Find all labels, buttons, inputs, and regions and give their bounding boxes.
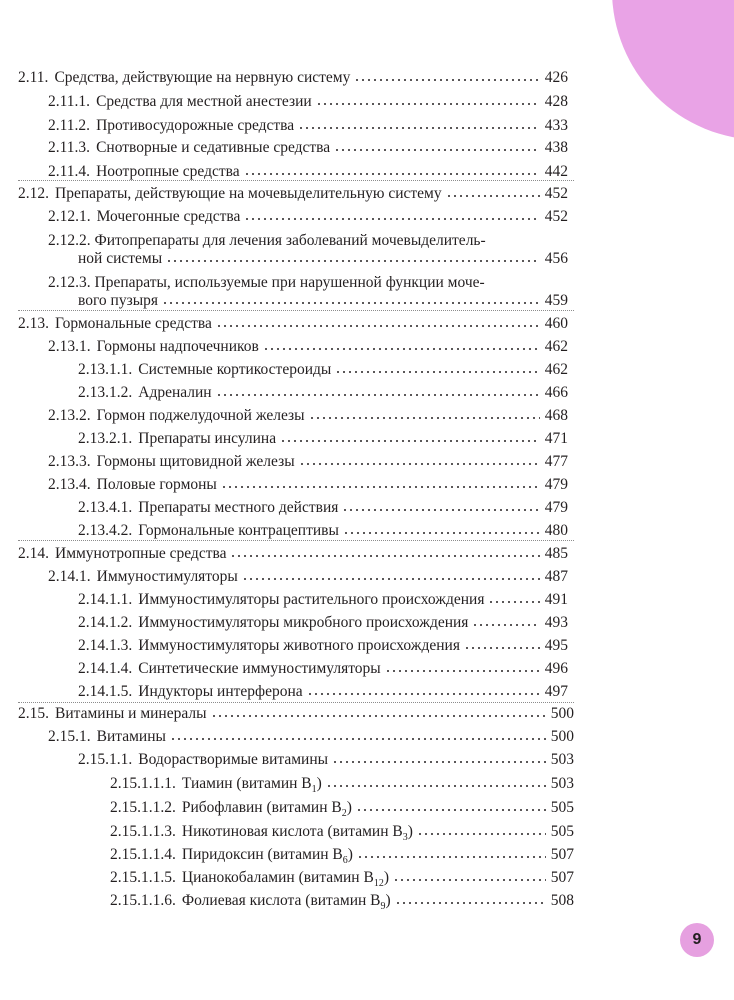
toc-page: 452 <box>544 208 568 225</box>
dot-leader <box>309 417 540 419</box>
toc-number: 2.13.4. <box>48 476 91 493</box>
toc-entry[interactable] <box>48 93 568 111</box>
toc-number: 2.14. <box>18 545 49 562</box>
toc-entry[interactable] <box>110 823 574 847</box>
toc-number: 2.14.1.1. <box>78 591 133 608</box>
dot-leader <box>244 218 539 220</box>
toc-number: 2.15.1.1.6. <box>110 892 176 909</box>
toc-title: Индукторы интерферона <box>138 683 303 700</box>
toc-entry[interactable] <box>48 163 568 181</box>
toc-title-continued: вого пузыря <box>78 292 159 309</box>
toc-page: 471 <box>544 430 568 447</box>
section-separator <box>18 540 574 541</box>
toc-page: 468 <box>544 407 568 424</box>
toc-title: Снотворные и седативные средства <box>96 139 331 156</box>
toc-entry[interactable] <box>48 568 568 586</box>
toc-entry[interactable] <box>78 522 568 540</box>
toc-title: Гормон поджелудочной железы <box>96 407 305 424</box>
toc-title: Иммуностимуляторы <box>96 568 238 585</box>
toc-title: Водорастворимые витамины <box>138 751 329 768</box>
dot-leader <box>334 149 540 151</box>
toc-number: 2.13.3. <box>48 453 91 470</box>
toc-entry[interactable] <box>110 869 574 893</box>
toc-page: 479 <box>544 499 568 516</box>
toc-number: 2.13.2. <box>48 407 91 424</box>
toc-title: Иммунотропные средства <box>55 545 227 562</box>
dot-leader <box>307 693 540 695</box>
toc-page: 460 <box>544 315 568 332</box>
dot-leader <box>216 394 540 396</box>
toc-title: Пиридоксин (витамин $B_6$) <box>181 846 353 867</box>
toc-entry[interactable] <box>78 361 568 379</box>
section-separator <box>18 180 574 181</box>
toc-page: 493 <box>544 614 568 631</box>
toc-page: 497 <box>544 683 568 700</box>
toc-page: 456 <box>544 250 568 267</box>
toc-title: Препараты, действующие на мочевыделительную систему <box>55 185 442 202</box>
toc-number: 2.11.1. <box>48 93 91 110</box>
toc-entry[interactable] <box>78 683 568 701</box>
toc-number: 2.13.1.2. <box>78 384 133 401</box>
toc-entry[interactable] <box>78 499 568 517</box>
toc-page: 459 <box>544 292 568 309</box>
dot-leader <box>299 463 540 465</box>
toc-title: Средства для местной анестезии <box>96 93 312 110</box>
toc-entry[interactable] <box>48 139 568 157</box>
dot-leader <box>280 440 540 442</box>
toc-page: 462 <box>544 338 568 355</box>
toc-number: 2.12.2. <box>48 232 91 249</box>
toc-entry[interactable] <box>48 476 568 494</box>
toc-entry[interactable] <box>48 117 568 135</box>
toc-entry[interactable] <box>18 315 568 333</box>
toc-page: 433 <box>544 117 568 134</box>
toc-number: 2.13.4.2. <box>78 522 133 539</box>
toc-page: 500 <box>550 728 574 745</box>
dot-leader <box>316 103 540 105</box>
page-number-badge: 9 <box>680 923 714 957</box>
toc-entry[interactable] <box>78 751 574 769</box>
toc-title: Фолиевая кислота (витамин $B_9$) <box>181 892 391 913</box>
toc-title: Иммуностимуляторы растительного происхождения <box>138 591 485 608</box>
toc-entry[interactable] <box>48 407 568 425</box>
toc-entry[interactable] <box>110 775 574 799</box>
toc-number: 2.14.1. <box>48 568 91 585</box>
dot-leader <box>216 325 540 327</box>
toc-page: 428 <box>544 93 568 110</box>
toc-number: 2.13.2.1. <box>78 430 133 447</box>
dot-leader <box>242 578 540 580</box>
toc-number: 2.15.1.1.3. <box>110 823 176 840</box>
toc-title: Средства, действующие на нервную систему <box>54 69 351 86</box>
dot-leader <box>385 670 540 672</box>
toc-number: 2.11.2. <box>48 117 91 134</box>
toc-number: 2.15. <box>18 705 49 722</box>
dot-leader <box>357 856 546 858</box>
toc-title: Гормональные средства <box>55 315 212 332</box>
dot-leader <box>170 738 546 740</box>
toc-page: 462 <box>544 361 568 378</box>
toc-title: Гормоны надпочечников <box>96 338 259 355</box>
toc-entry[interactable] <box>78 660 568 678</box>
toc-page: 507 <box>550 846 574 863</box>
dot-leader <box>356 809 546 811</box>
toc-page: 487 <box>544 568 568 585</box>
toc-page: 503 <box>550 775 574 792</box>
toc-number: 2.11.4. <box>48 163 91 180</box>
dot-leader <box>244 173 540 175</box>
section-separator <box>18 702 574 703</box>
dot-leader <box>464 647 540 649</box>
toc-page: 477 <box>544 453 568 470</box>
toc-page: 485 <box>544 545 568 562</box>
toc-entry[interactable] <box>18 705 574 723</box>
toc-title: Адреналин <box>138 384 212 401</box>
toc-title: Витамины и минералы <box>55 705 207 722</box>
toc-page: 495 <box>544 637 568 654</box>
toc-title: Иммуностимуляторы животного происхождения <box>138 637 460 654</box>
toc-entry[interactable] <box>48 728 574 746</box>
dot-leader <box>298 127 540 129</box>
toc-page: 438 <box>544 139 568 156</box>
toc-title-continued: ной системы <box>78 250 163 267</box>
toc-number: 2.14.1.2. <box>78 614 133 631</box>
toc-entry[interactable] <box>48 453 568 471</box>
toc-page: 480 <box>544 522 568 539</box>
toc-number: 2.15.1.1.4. <box>110 846 176 863</box>
toc-page: 500 <box>550 705 574 722</box>
toc-number: 2.14.1.3. <box>78 637 133 654</box>
toc-entry[interactable] <box>78 614 568 632</box>
toc-entry[interactable] <box>78 637 568 655</box>
toc-entry[interactable] <box>110 892 574 916</box>
toc-title: Гормональные контрацептивы <box>138 522 339 539</box>
dot-leader <box>263 348 540 350</box>
toc-page: 507 <box>550 869 574 886</box>
dot-leader <box>230 555 539 557</box>
toc-number: 2.13.1. <box>48 338 91 355</box>
toc-title: Витамины <box>96 728 166 745</box>
toc-entry[interactable] <box>18 185 568 203</box>
toc-entry[interactable] <box>78 250 568 268</box>
dot-leader <box>354 79 539 81</box>
toc-title: Синтетические иммуностимуляторы <box>138 660 381 677</box>
dot-leader <box>472 624 539 626</box>
dot-leader <box>446 195 540 197</box>
toc-title: Системные кортикостероиды <box>138 361 332 378</box>
toc-number: 2.11. <box>18 69 49 86</box>
toc-entry[interactable] <box>48 338 568 356</box>
toc-number: 2.11.3. <box>48 139 91 156</box>
toc-title: Препараты инсулина <box>138 430 277 447</box>
toc-entry[interactable] <box>78 591 568 609</box>
dot-leader <box>342 509 539 511</box>
toc-page: 496 <box>544 660 568 677</box>
dot-leader <box>162 302 540 304</box>
toc-title: Гормоны щитовидной железы <box>96 453 295 470</box>
toc-entry[interactable] <box>78 430 568 448</box>
toc-title: Рибофлавин (витамин $B_2$) <box>181 799 352 820</box>
toc-entry[interactable] <box>110 799 574 823</box>
toc-page: 491 <box>544 591 568 608</box>
dot-leader <box>332 761 546 763</box>
toc-number: 2.15.1.1.1. <box>110 775 176 792</box>
dot-leader <box>343 532 540 534</box>
toc-entry[interactable] <box>110 846 574 870</box>
toc-number: 2.13.1.1. <box>78 361 133 378</box>
toc-page: 452 <box>544 185 568 202</box>
toc-title: Фитопрепараты для лечения заболеваний мочевыделитель- <box>94 232 486 249</box>
toc-number: 2.12.1. <box>48 208 91 225</box>
toc-entry[interactable] <box>78 292 568 310</box>
toc-number: 2.13.4.1. <box>78 499 133 516</box>
toc-entry-first-line[interactable] <box>48 274 485 292</box>
toc-title: Никотиновая кислота (витамин $B_3$) <box>181 823 413 844</box>
toc-title: Ноотропные средства <box>96 163 240 180</box>
toc-title: Препараты местного действия <box>138 499 339 516</box>
dot-leader <box>211 715 546 717</box>
toc-entry[interactable] <box>48 208 568 226</box>
dot-leader <box>326 785 546 787</box>
toc-title: Иммуностимуляторы микробного происхождения <box>138 614 469 631</box>
toc-number: 2.15.1.1.5. <box>110 869 176 886</box>
toc-entry[interactable] <box>78 384 568 402</box>
dot-leader <box>221 486 540 488</box>
dot-leader <box>335 371 539 373</box>
toc-page: 505 <box>550 799 574 816</box>
toc-page: 479 <box>544 476 568 493</box>
dot-leader <box>166 260 540 262</box>
toc-title: Мочегонные средства <box>96 208 241 225</box>
toc-title: Препараты, используемые при нарушенной функции моче- <box>94 274 485 291</box>
toc-page: 426 <box>544 69 568 86</box>
toc-title: Тиамин (витамин $B_1$) <box>181 775 322 796</box>
dot-leader <box>417 833 546 835</box>
toc-title: Противосудорожные средства <box>96 117 295 134</box>
toc-page: 442 <box>544 163 568 180</box>
toc-title: Половые гормоны <box>96 476 217 493</box>
toc-number: 2.14.1.4. <box>78 660 133 677</box>
toc-page: 505 <box>550 823 574 840</box>
toc-number: 2.12. <box>18 185 49 202</box>
dot-leader <box>395 902 546 904</box>
toc-number: 2.14.1.5. <box>78 683 133 700</box>
toc-number: 2.15.1.1. <box>78 751 133 768</box>
toc-page: 508 <box>550 892 574 909</box>
section-separator <box>18 310 574 311</box>
toc-number: 2.12.3. <box>48 274 91 291</box>
toc-title: Цианокобаламин (витамин $B_{12}$) <box>181 869 389 890</box>
toc-number: 2.13. <box>18 315 49 332</box>
toc-entry[interactable] <box>18 545 568 563</box>
dot-leader <box>488 601 539 603</box>
toc-number: 2.15.1. <box>48 728 91 745</box>
toc-page: 503 <box>550 751 574 768</box>
toc-number: 2.15.1.1.2. <box>110 799 176 816</box>
toc-entry-first-line[interactable] <box>48 232 486 250</box>
toc-page: 466 <box>544 384 568 401</box>
dot-leader <box>393 879 546 881</box>
toc-entry[interactable] <box>18 69 568 87</box>
